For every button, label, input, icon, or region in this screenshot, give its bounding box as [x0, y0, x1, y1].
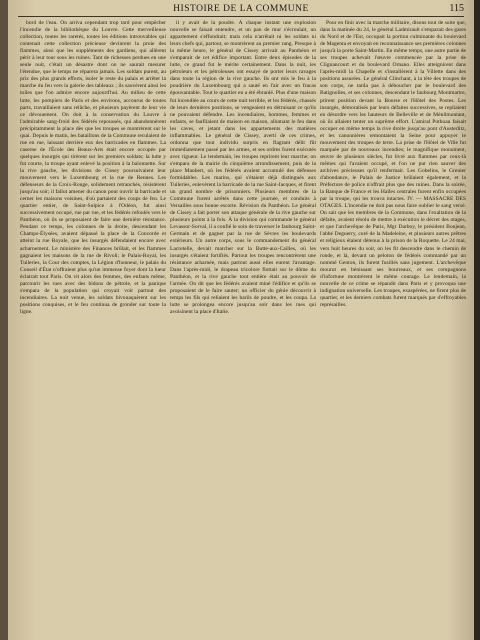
column-left-text: bord de l'eau. On arriva cependant trop tard pour empêcher l'incendie de la bibliothèque du Louvre. Cette merveilleuse collection, toutes les raretés, toutes les éditions introuvables qui contenait cette collection précieuse devinrent la proie des flammes, ainsi que les suppléments des gardiens, qui allèrent périr à leur tour sous les ruines. Tant de richesses perdues en une seule nuit, c'était un désastre dont on ne saurait mesurer l'étendue, que le temps ne réparera jamais. Les soldats purent, au prix des plus grands efforts, isoler le reste du palais et arrêter la marche du feu vers la galerie des tableaux ; ils sauvèrent ainsi les toiles que l'on admire encore aujourd'hui. Au milieu de cette lutte, les pompiers de Paris et des environs, accourus de toutes parts, travaillaient sans relâche, et plusieurs payèrent de leur vie ce dévouement. On doit à la conservation du Louvre à l'admirable sang-froid des fédérés repoussés, qui abandonnèrent précipitamment la place dès que les troupes se montrèrent sur le quai. Depuis le matin, les bataillons de la Commune reculaient de rue en rue, laissant derrière eux des barricades en flammes. La caserne de l'École des Beaux-Arts était encore occupée par quelques insurgés qui tirèrent sur les premiers soldats; la lutte y fut courte, la troupe ayant enlevé la position à la baïonnette. Sur la rive gauche, les divisions de Cissey poursuivaient leur mouvement vers le Luxembourg et la rue de Rennes. Les défenseurs de la Croix-Rouge, solidement retranchés, résistèrent jusqu'au soir; il fallut amener du canon pour ouvrir la barricade et cerner les maisons voisines, d'où partaient des coups de feu. Le quartier entier, de Saint-Sulpice à l'Odéon, fut ainsi successivement occupé, rue par rue, et les fédérés refoulés vers le Panthéon, où ils se proposaient de faire une dernière résistance. Pendant ce temps, les colonnes de la droite, descendant les Champs-Élysées, avaient dépassé la place de la Concorde et atteint la rue Royale, que les insurgés défendaient encore avec acharnement. Le ministère des Finances brûlait, et les flammes gagnaient les maisons de la rue de Rivoli; le Palais-Royal, les Tuileries, la Cour des comptes, la Légion d'honneur, le palais du Conseil d'État n'offraient plus qu'un immense foyer dont la lueur éclairait tout Paris. On vit alors des femmes, des enfants même, parcourir les rues avec des bidons de pétrole, et la panique s'empara de la population qui croyait voir partout des incendiaires. La nuit venue, les soldats bivouaquèrent sur les positions conquises, et le feu continua de gronder sur toute la ligne.: [20, 20, 166, 315]
column-middle-text: il y avait de la poudre. À chaque instant une explosion nouvelle se faisait entendre, et un pan de mur s'écroulait, un appartement s'effondrait; mais cela n'arrêtait ni les soldats ni leurs chefs qui, partout, se montrèrent au premier rang. Presque à la même heure, le général de Cissey arrivait au Panthéon et s'emparait de cet édifice important. Entre deux épisodes de la lutte, ce grand fut le mérite certainement. Dans la nuit, les pétroleurs et les pétroleuses ont essayé de porter leurs ravages dans toute la région de la rive gauche. Ils ont mis le feu à la poudrière du Luxembourg qui a sauté en l'air avec un fracas épouvantable. Tout le quartier en a été ébranlé. Plus d'une maison fut incendiée au cours de cette nuit terrible, et les fédérés, chassés de leurs dernières positions, se vengeaient en détruisant ce qu'ils ne pouvaient défendre. Les incendiaires, hommes, femmes et enfants, se faufilaient de maison en maison, allumant le feu dans les caves, et jetant dans les appartements des matières inflammables. Le général de Cissey, averti de ces crimes, ordonna que tout individu surpris en flagrant délit fût immédiatement passé par les armes, et ses ordres furent exécutés avec rigueur. Le lendemain, les troupes reprirent leur marche; on s'empara de la mairie du cinquième arrondissement, puis de la place Maubert, où les fédérés avaient accumulé des défenses formidables. Les marins, qui s'étaient déjà distingués aux Tuileries, enlevèrent la barricade de la rue Saint-Jacques, et firent un grand nombre de prisonniers. Plusieurs membres de la Commune furent arrêtés dans cette journée, et conduits à Versailles sous bonne escorte. Révision du Panthéon. Le général de Cissey a fait porter son attaque générale de la rive gauche sur plusieurs points à la fois. À la division qui commande le général Levassor-Sorval, il a confié le soin de traverser le faubourg Saint-Germain et de gagner par la rue de Sèvres les boulevards extérieurs. Un autre corps, sous le commandement du général Lacretelle, devait marcher sur la Butte-aux-Cailles, où les insurgés s'étaient fortifiés. Partout les troupes rencontrèrent une résistance acharnée, mais partout aussi elles eurent l'avantage. Dans l'après-midi, le drapeau tricolore flottait sur le dôme du Panthéon, et la rive gauche tout entière était au pouvoir de l'armée. On dit que les fédérés avaient miné l'édifice et qu'ils se proposaient de le faire sauter; un officier du génie découvrit à temps les fils qui reliaient les barils de poudre, et les coupa. La lutte se prolongea encore jusqu'au soir dans les rues qui avoisinent la place d'Italie.: [170, 20, 316, 315]
header-rule: [18, 16, 464, 17]
text-column-left: [20, 20, 166, 636]
page-header: [18, 3, 464, 17]
page-number: 115: [449, 3, 464, 14]
book-page: [8, 0, 474, 640]
running-title: HISTOIRE DE LA COMMUNE: [173, 4, 309, 14]
column-right-text: Pour en finir avec la marche militaire, disons tout de suite que, dans la matinée du 24, le général Ladmirault s'emparait des gares du Nord et de l'Est, occupait la portion culminante du boulevard de Magenta et envoyait en reconnaissance ses premières colonnes jusqu'à la porte Saint-Martin. En même temps, une autre partie de ses troupes achevait l'œuvre commencée par la prise de Clignancourt et du boulevard Ornano. Elles atteignirent dans l'après-midi la Chapelle et s'installèrent à la Villette dans des positions assurées. Le général Clinchant, à la tête des troupes de son corps, ne tarda pas à déboucher par le boulevard des Batignolles, et ses colonnes, descendant le faubourg Montmartre, prirent position devant la Bourse et l'Hôtel des Postes. Les insurgés, démoralisés par leurs défaites successives, se repliaient en désordre vers les hauteurs de Belleville et de Ménilmontant, où ils allaient tenter un suprême effort. L'amiral Pothuau faisait occuper en même temps la rive droite jusqu'au pont d'Austerlitz, et les canonnières remontaient la Seine pour appuyer le mouvement des troupes de terre. La prise de l'Hôtel de Ville fut marquée par de nouveaux incendies; le magnifique monument, œuvre de plusieurs siècles, fut livré aux flammes par ceux-là mêmes qui l'avaient occupé, et l'on ne put rien sauver des archives précieuses qu'il renfermait. Les Gobelins, le Grenier d'abondance, le Palais de Justice brûlaient également, et la Préfecture de police n'offrait plus que des ruines. Dans la soirée, la Banque de France et les Halles centrales furent enfin occupées par la troupe, qui les trouva intactes. IV. — MASSACRE DES OTAGES. L'incendie ne doit pas nous faire oublier le sang versé. On sait que les membres de la Commune, dans l'exaltation de la défaite, avaient résolu de mettre à exécution le décret des otages, et que l'archevêque de Paris, Mgr Darboy, le président Bonjean, l'abbé Deguerry, curé de la Madeleine, et plusieurs autres prêtres et religieux étaient détenus à la prison de la Roquette. Le 24 mai, vers huit heures du soir, on les fit descendre dans le chemin de ronde, et là, devant un peloton de fédérés commandé par un nommé Genton, ils furent fusillés sans jugement. L'archevêque mourut en bénissant ses bourreaux, et ses compagnons d'infortune montrèrent le même courage. Le lendemain, la nouvelle de ce crime se répandit dans Paris et y provoqua une indignation universelle. Les troupes, exaspérées, ne firent plus de quartier, et les derniers combats furent marqués par d'effroyables représailles.: [320, 20, 466, 308]
binding-gutter: [0, 0, 8, 640]
text-column-right: [320, 20, 466, 636]
text-column-middle: [170, 20, 316, 636]
